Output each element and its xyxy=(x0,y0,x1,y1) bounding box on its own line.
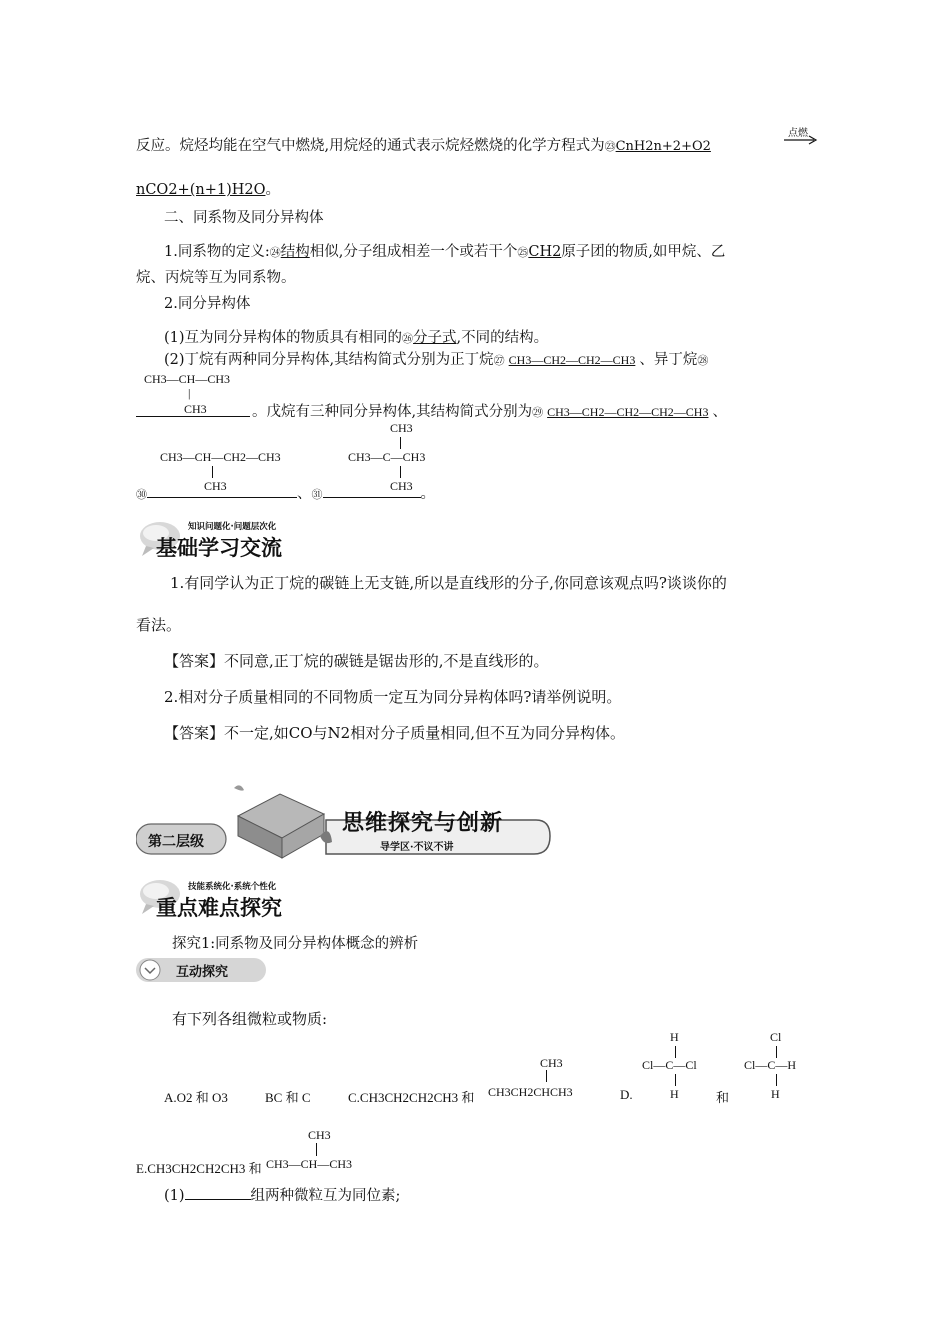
sentence: 原子团的物质,如甲烷、乙 xyxy=(561,244,726,260)
isopentane-bottom: CH3 xyxy=(204,479,227,493)
question-number: (1) xyxy=(164,1188,185,1204)
option-b: BC 和 C xyxy=(265,1090,311,1105)
reaction-arrow xyxy=(784,135,818,145)
answer-marker: ㉔ xyxy=(269,246,281,259)
isopentane-main: CH3—CH—CH2—CH3 xyxy=(160,450,281,464)
sentence: ,不同的结构。 xyxy=(456,330,549,346)
banner-title xyxy=(156,532,282,562)
bond-line xyxy=(776,1046,777,1058)
question-text: 组两种微粒互为同位素; xyxy=(250,1188,401,1204)
bond-line xyxy=(675,1074,676,1086)
banner-title-rest: 点难点探究 xyxy=(177,896,282,920)
isomer-line-3 xyxy=(252,400,727,421)
isomer-line-2 xyxy=(164,348,708,369)
definition-line xyxy=(164,240,725,261)
bond-line xyxy=(400,466,401,478)
isobutane-top: CH3—CH—CH3 xyxy=(144,372,231,386)
banner-subtitle: 知识问题化·问题层次化 xyxy=(188,522,277,532)
option-e-structure: CH3—CH—CH3 xyxy=(266,1157,353,1171)
section-banner-basic xyxy=(136,518,316,562)
answer-text: 结构 xyxy=(280,244,310,260)
sentence: 相似,分子组成相差一个或若干个 xyxy=(309,244,518,260)
option-d: D. xyxy=(620,1087,633,1102)
neopentane-top: CH3 xyxy=(390,421,413,435)
answer-structure: CH3—CH2—CH2—CH2—CH3 xyxy=(547,405,709,419)
question-1: 1.有同学认为正丁烷的碳链上无支链,所以是直线形的分子,你同意该观点吗?谈谈你的 xyxy=(170,574,727,592)
option-e: E.CH3CH2CH2CH3 和 xyxy=(136,1161,262,1176)
question-blank-line xyxy=(164,1184,400,1205)
option-c-structure: CH3CH2CHCH3 xyxy=(488,1085,573,1099)
answer-marker: ㉕ xyxy=(517,246,529,259)
d2-top: Cl xyxy=(770,1030,782,1044)
sentence: 反应。烷烃均能在空气中燃烧,用烷烃的通式表示烷烃燃烧的化学方程式为 xyxy=(136,138,605,154)
explore-intro: 有下列各组微粒或物质: xyxy=(172,1010,328,1028)
equation-right: nCO2+(n+1)H2O xyxy=(136,182,266,198)
answer-line-30-31 xyxy=(136,482,435,503)
interactive-tag xyxy=(136,956,268,984)
answer-text: CH2 xyxy=(528,244,562,260)
book-icon xyxy=(220,780,340,864)
answer-marker: ㉓ xyxy=(604,140,616,153)
d2-middle: Cl—C—H xyxy=(744,1058,797,1072)
level-label: 第二层级 xyxy=(148,834,204,850)
section-banner-key xyxy=(136,876,316,920)
neopentane-bottom: CH3 xyxy=(390,479,413,493)
banner-title-rest: 础学习交流 xyxy=(177,536,282,560)
neopentane-main: CH3—C—CH3 xyxy=(348,450,426,464)
option-a: A.O2 和 O3 xyxy=(164,1090,228,1105)
text-line xyxy=(136,134,711,155)
question-1-cont: 看法。 xyxy=(136,616,182,634)
question-2: 2.相对分子质量相同的不同物质一定互为同分异构体吗?请举例说明。 xyxy=(164,688,622,706)
bond-line xyxy=(776,1074,777,1086)
sentence: (1)互为同分异构体的物质具有相同的 xyxy=(164,330,403,346)
equation-right-line xyxy=(136,178,280,199)
sentence: 、异丁烷 xyxy=(639,352,698,368)
option-c-structure-top: CH3 xyxy=(540,1056,563,1070)
level-banner xyxy=(136,780,556,864)
bond-line xyxy=(212,466,213,478)
section-heading: 二、同系物及同分异构体 xyxy=(164,210,324,226)
bond-line: | xyxy=(188,386,191,400)
equation-left: CnH2n+2+O2 xyxy=(615,139,711,154)
separator: 、 xyxy=(297,486,312,502)
tag-label: 互动探究 xyxy=(176,965,229,980)
answer-marker: ㉙ xyxy=(532,406,544,419)
d2-bottom: H xyxy=(771,1087,780,1101)
isomer-line-1 xyxy=(164,326,548,347)
d1-middle: Cl—C—Cl xyxy=(642,1058,697,1072)
answer-text: 分子式 xyxy=(413,330,457,346)
bond-line xyxy=(546,1070,547,1082)
isobutane-bottom: CH3 xyxy=(184,402,207,416)
level-subtitle: 导学区·不议不讲 xyxy=(380,842,454,853)
answer-2: 【答案】不一定,如CO与N2相对分子质量相同,但不互为同分异构体。 xyxy=(164,724,625,742)
banner-subtitle: 技能系统化·系统个性化 xyxy=(188,882,277,892)
reaction-condition: 点燃 xyxy=(788,128,808,139)
level-title: 思维探究与创新 xyxy=(342,811,504,836)
sentence: 、 xyxy=(712,404,727,420)
answer-structure: CH3—CH2—CH2—CH3 xyxy=(508,353,636,367)
answer-blank[interactable] xyxy=(185,1187,251,1200)
banner-title xyxy=(156,892,282,922)
d1-bottom: H xyxy=(670,1087,679,1101)
answer-marker: ㉘ xyxy=(697,354,709,367)
answer-marker: ㉚ xyxy=(136,488,147,501)
banner-title-initial: 基 xyxy=(156,536,177,560)
bond-line xyxy=(400,437,401,449)
d1-top: H xyxy=(670,1030,679,1044)
option-d-and: 和 xyxy=(716,1090,730,1105)
sentence: (2)丁烷有两种同分异构体,其结构简式分别为正丁烷 xyxy=(164,352,494,368)
period: 。 xyxy=(420,486,435,502)
bond-line xyxy=(675,1046,676,1058)
bond-line xyxy=(316,1143,317,1156)
label: 1.同系物的定义: xyxy=(164,244,270,260)
sentence: 。戊烷有三种同分异构体,其结构简式分别为 xyxy=(252,404,533,420)
definition-line-2: 烷、丙烷等互为同系物。 xyxy=(136,270,296,286)
answer-marker: ㉛ xyxy=(311,488,323,501)
banner-title-initial: 重 xyxy=(156,896,177,920)
answer-1: 【答案】不同意,正丁烷的碳链是锯齿形的,不是直线形的。 xyxy=(164,652,549,670)
answer-marker: ㉗ xyxy=(493,354,505,367)
explore-title: 探究1:同系物及同分异构体概念的辨析 xyxy=(172,936,419,952)
answer-blank xyxy=(323,485,421,498)
subheading: 2.同分异构体 xyxy=(164,296,251,312)
answer-underline xyxy=(136,416,250,417)
option-e-structure-top: CH3 xyxy=(308,1128,331,1142)
option-c: C.CH3CH2CH2CH3 和 xyxy=(348,1090,475,1105)
answer-blank xyxy=(147,485,297,498)
answer-marker: ㉖ xyxy=(402,332,414,345)
period: 。 xyxy=(265,182,280,198)
